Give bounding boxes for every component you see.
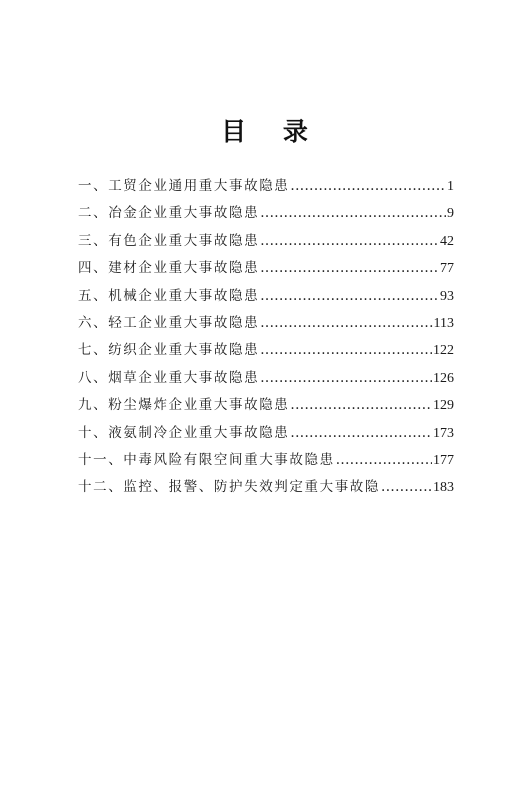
toc-entry-page: 77 (440, 261, 454, 277)
toc-entry-label: 十一、中毒风险有限空间重大事故隐患 (78, 451, 335, 468)
toc-leader-dots (260, 370, 432, 386)
toc-entry-10[interactable] (78, 421, 454, 448)
toc-entry-page: 113 (433, 315, 454, 331)
page-title: 目 录 (221, 117, 322, 146)
toc-entry-8[interactable] (78, 366, 454, 393)
toc-leader-dots (260, 233, 439, 249)
toc-entry-label: 九、粉尘爆炸企业重大事故隐患 (78, 397, 290, 414)
toc-entry-page: 9 (447, 206, 454, 222)
toc-leader-dots (260, 315, 432, 331)
toc-entry-1[interactable] (78, 174, 454, 201)
toc-entry-11[interactable] (78, 448, 454, 475)
toc-entry-5[interactable] (78, 284, 454, 311)
toc-leader-dots (336, 452, 432, 468)
toc-leader-dots (290, 425, 432, 441)
toc-entry-page: 122 (433, 343, 454, 359)
toc-leader-dots (290, 397, 432, 413)
toc-leader-dots (260, 342, 432, 358)
toc-entry-label: 十、液氨制冷企业重大事故隐患 (78, 424, 290, 441)
toc-entry-label: 八、烟草企业重大事故隐患 (78, 369, 260, 386)
toc-entry-9[interactable] (78, 393, 454, 420)
toc-entry-label: 十二、监控、报警、防护失效判定重大事故隐 (78, 479, 380, 496)
toc-entry-2[interactable] (78, 201, 454, 228)
toc-entry-page: 173 (433, 425, 454, 441)
toc-leader-dots (290, 178, 446, 194)
toc-entry-page: 42 (440, 233, 454, 249)
toc-entry-6[interactable] (78, 311, 454, 338)
toc-entry-12[interactable] (78, 475, 454, 502)
toc-entry-3[interactable] (78, 229, 454, 256)
toc-entry-label: 三、有色企业重大事故隐患 (78, 232, 260, 249)
toc-entry-page: 177 (433, 452, 454, 468)
toc-entry-4[interactable] (78, 256, 454, 283)
toc-leader-dots (260, 260, 439, 276)
toc-entry-7[interactable] (78, 338, 454, 365)
toc-entry-label: 六、轻工企业重大事故隐患 (78, 314, 260, 331)
toc-entry-label: 七、纺织企业重大事故隐患 (78, 342, 260, 359)
toc-entry-label: 一、工贸企业通用重大事故隐患 (78, 178, 290, 194)
toc-entry-page: 93 (440, 288, 454, 304)
toc-leader-dots (260, 288, 439, 304)
toc-entry-page: 126 (433, 370, 454, 386)
toc-entry-label: 二、冶金企业重大事故隐患 (78, 205, 260, 222)
toc-leader-dots (260, 205, 446, 221)
toc-entry-page: 1 (447, 179, 454, 194)
toc-entry-label: 四、建材企业重大事故隐患 (78, 260, 260, 277)
toc-entry-label: 五、机械企业重大事故隐患 (78, 287, 260, 304)
toc-entry-page: 129 (433, 398, 454, 414)
toc-leader-dots (381, 479, 432, 495)
toc-entry-page: 183 (433, 480, 454, 496)
table-of-contents (78, 174, 454, 503)
